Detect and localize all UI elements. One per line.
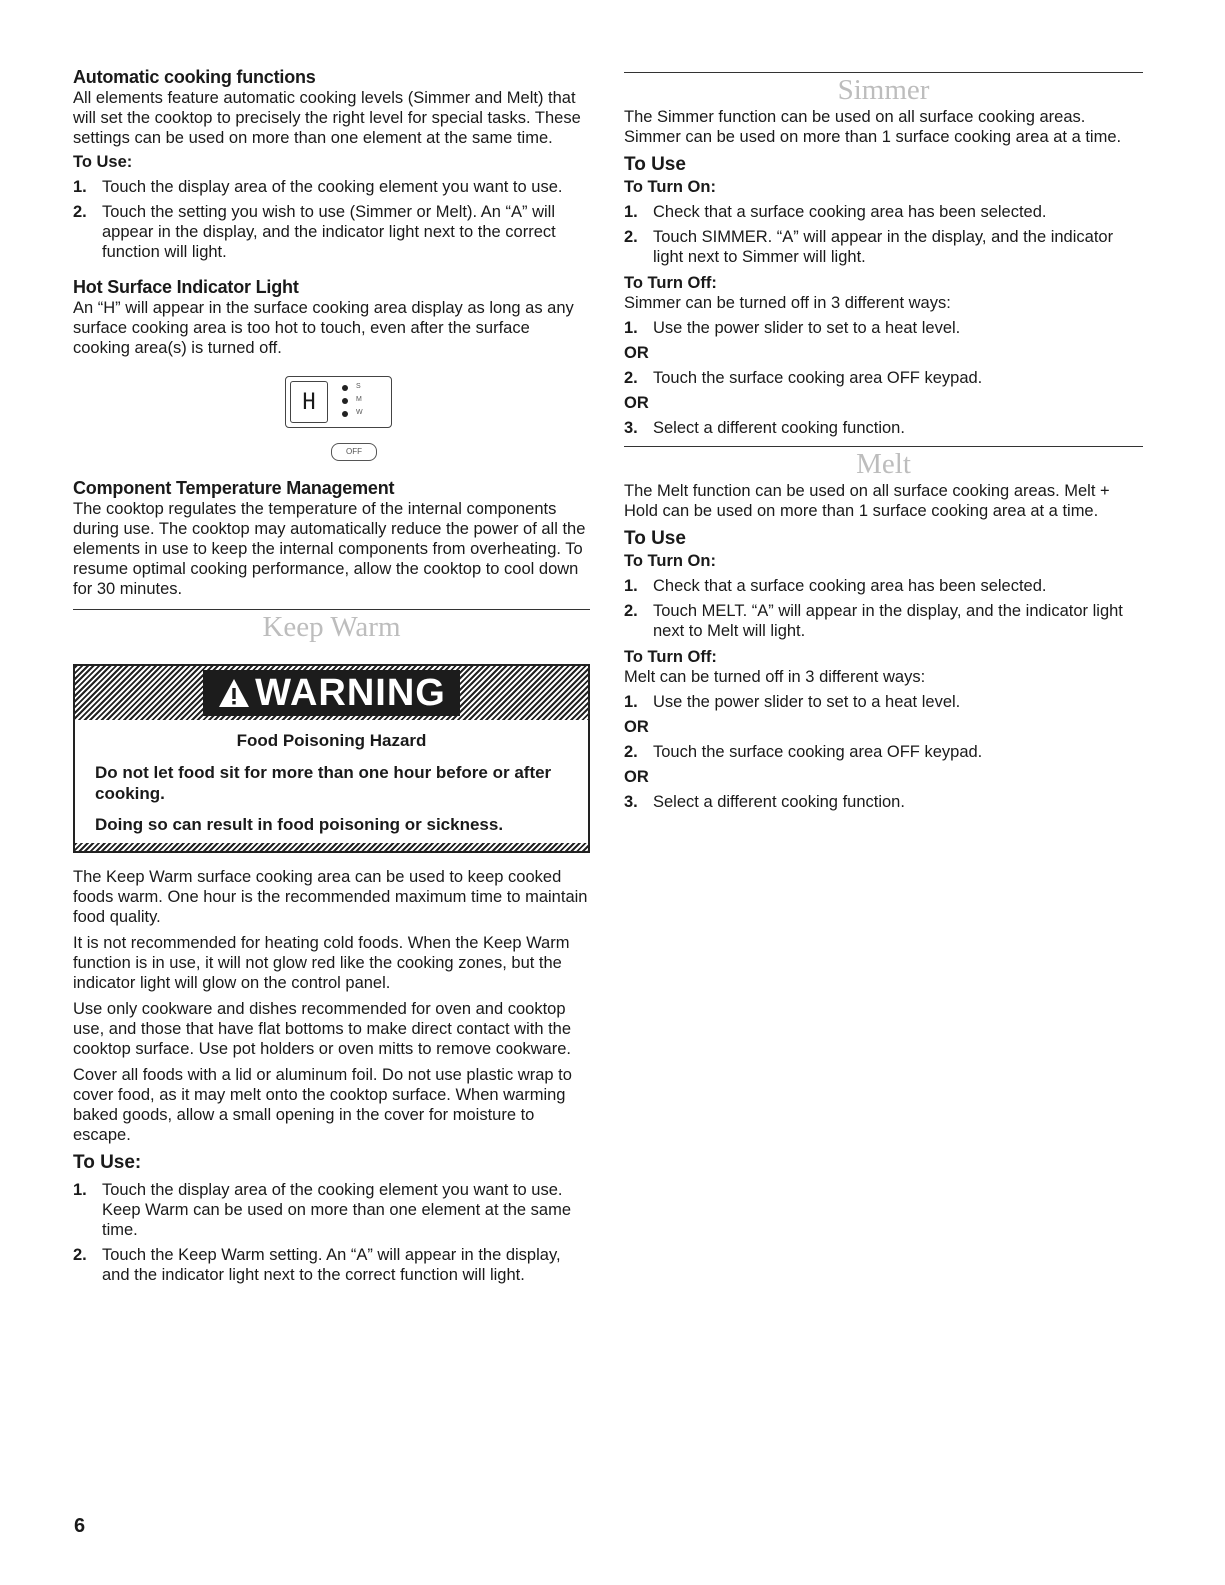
list-item: 1. Touch the display area of the cooking element you want to use. Keep Warm can be used on more than one element at the same time. <box>73 1181 571 1239</box>
simmer-turn-on-heading: To Turn On: <box>624 178 716 196</box>
list-item: 1. Touch the display area of the cooking element you want to use. <box>73 178 563 196</box>
melt-title: Melt <box>856 448 911 480</box>
or-separator: OR <box>624 394 649 412</box>
auto-cooking-heading: Automatic cooking functions <box>73 67 316 87</box>
keep-warm-para-2: It is not recommended for heating cold foods. When the Keep Warm function is in use, it will not glow red like the cooking zones, but the indicator light will glow on the control panel. <box>73 934 570 992</box>
melt-indicator-dot <box>342 398 348 404</box>
melt-off-intro: Melt can be turned off in 3 different ways: <box>624 668 926 686</box>
keep-warm-para-4: Cover all foods with a lid or aluminum foil. Do not use plastic wrap to cover food, as it may melt onto the cooktop surface. When warming baked goods, allow a small opening in the cover for moisture to escape. <box>73 1066 572 1144</box>
warm-indicator-dot <box>342 411 348 417</box>
warning-triangle-icon <box>217 677 251 709</box>
list-item: 3. Select a different cooking function. <box>624 419 905 437</box>
hsi-text: An “H” will appear in the surface cooking area display as long as any surface cooking area is too hot to touch, even after the surface cooking area(s) is turned off. <box>73 299 574 357</box>
left-column <box>73 66 590 1285</box>
display-digit: H <box>290 381 328 423</box>
warm-indicator-label: W <box>356 409 363 416</box>
warning-label: WARNING <box>255 671 446 714</box>
simmer-indicator-dot <box>342 385 348 391</box>
melt-turn-on-heading: To Turn On: <box>624 552 716 570</box>
auto-cooking-intro: All elements feature automatic cooking levels (Simmer and Melt) that will set the cooktop to precisely the right level for special tasks. These settings can be used on more than one element at the same time. <box>73 89 581 147</box>
auto-steps-list <box>73 177 590 262</box>
hsi-heading: Hot Surface Indicator Light <box>73 277 299 297</box>
list-item: 2. Touch the surface cooking area OFF keypad. <box>624 369 983 387</box>
off-keypad: OFF <box>331 443 377 461</box>
keep-warm-steps-list <box>73 1180 590 1285</box>
melt-indicator-label: M <box>356 396 362 403</box>
keep-warm-title: Keep Warm <box>262 611 401 643</box>
simmer-intro: The Simmer function can be used on all surface cooking areas. Simmer can be used on more than 1 surface cooking area at a time. <box>624 108 1122 146</box>
auto-to-use-heading: To Use: <box>73 153 133 171</box>
warning-box <box>73 664 590 853</box>
or-separator: OR <box>624 718 649 736</box>
list-item: 1. Use the power slider to set to a heat level. <box>624 319 961 337</box>
or-separator: OR <box>624 344 649 362</box>
melt-turn-off-heading: To Turn Off: <box>624 648 717 666</box>
simmer-off-intro: Simmer can be turned off in 3 different ways: <box>624 294 951 312</box>
list-item: 1. Use the power slider to set to a heat level. <box>624 693 961 711</box>
keep-warm-para-3: Use only cookware and dishes recommended for oven and cooktop use, and those that have flat bottoms to make direct contact with the cooktop surface. Use pot holders or oven mitts to remove cookware. <box>73 1000 572 1058</box>
simmer-indicator-label: S <box>356 383 361 390</box>
ctm-heading: Component Temperature Management <box>73 478 395 498</box>
indicator-display-illustration <box>73 368 590 463</box>
display-panel <box>285 376 392 428</box>
or-separator: OR <box>624 768 649 786</box>
melt-to-use-heading: To Use <box>624 528 686 549</box>
warning-line-2: Doing so can result in food poisoning or sickness. <box>95 815 504 834</box>
warning-banner <box>75 666 588 720</box>
list-item: 2. Touch SIMMER. “A” will appear in the display, and the indicator light next to Simmer will light. <box>624 228 1114 266</box>
simmer-on-steps <box>624 202 1143 267</box>
simmer-to-use-heading: To Use <box>624 154 686 175</box>
warning-line-1: Do not let food sit for more than one hour before or after cooking. <box>95 763 552 803</box>
ctm-text: The cooktop regulates the temperature of the internal components during use. The cooktop may automatically reduce the power of all the elements in use to keep the internal components from overheating. To resume optimal cooking performance, allow the cooktop to cool down for 30 minutes. <box>73 500 586 598</box>
list-item: 3. Select a different cooking function. <box>624 793 905 811</box>
keep-warm-para-1: The Keep Warm surface cooking area can be used to keep cooked foods warm. One hour is the recommended maximum time to maintain food quality. <box>73 868 588 926</box>
simmer-title: Simmer <box>837 74 930 106</box>
list-item: 2. Touch the Keep Warm setting. An “A” will appear in the display, and the indicator light next to the correct function will light. <box>73 1246 561 1284</box>
keep-warm-to-use-heading: To Use: <box>73 1152 142 1173</box>
melt-on-steps <box>624 576 1143 641</box>
simmer-turn-off-heading: To Turn Off: <box>624 274 717 292</box>
list-item: 1. Check that a surface cooking area has been selected. <box>624 577 1047 595</box>
list-item: 1. Check that a surface cooking area has been selected. <box>624 203 1047 221</box>
hazard-title: Food Poisoning Hazard <box>236 731 427 750</box>
list-item: 2. Touch the setting you wish to use (Simmer or Melt). An “A” will appear in the display, and the indicator light next to the correct function will light. <box>73 203 556 261</box>
melt-intro: The Melt function can be used on all surface cooking areas. Melt + Hold can be used on more than 1 surface cooking area at a time. <box>624 482 1110 520</box>
list-item: 2. Touch MELT. “A” will appear in the display, and the indicator light next to Melt will light. <box>624 602 1123 640</box>
list-item: 2. Touch the surface cooking area OFF keypad. <box>624 743 983 761</box>
right-column <box>624 66 1143 812</box>
page-number: 6 <box>74 1515 86 1537</box>
